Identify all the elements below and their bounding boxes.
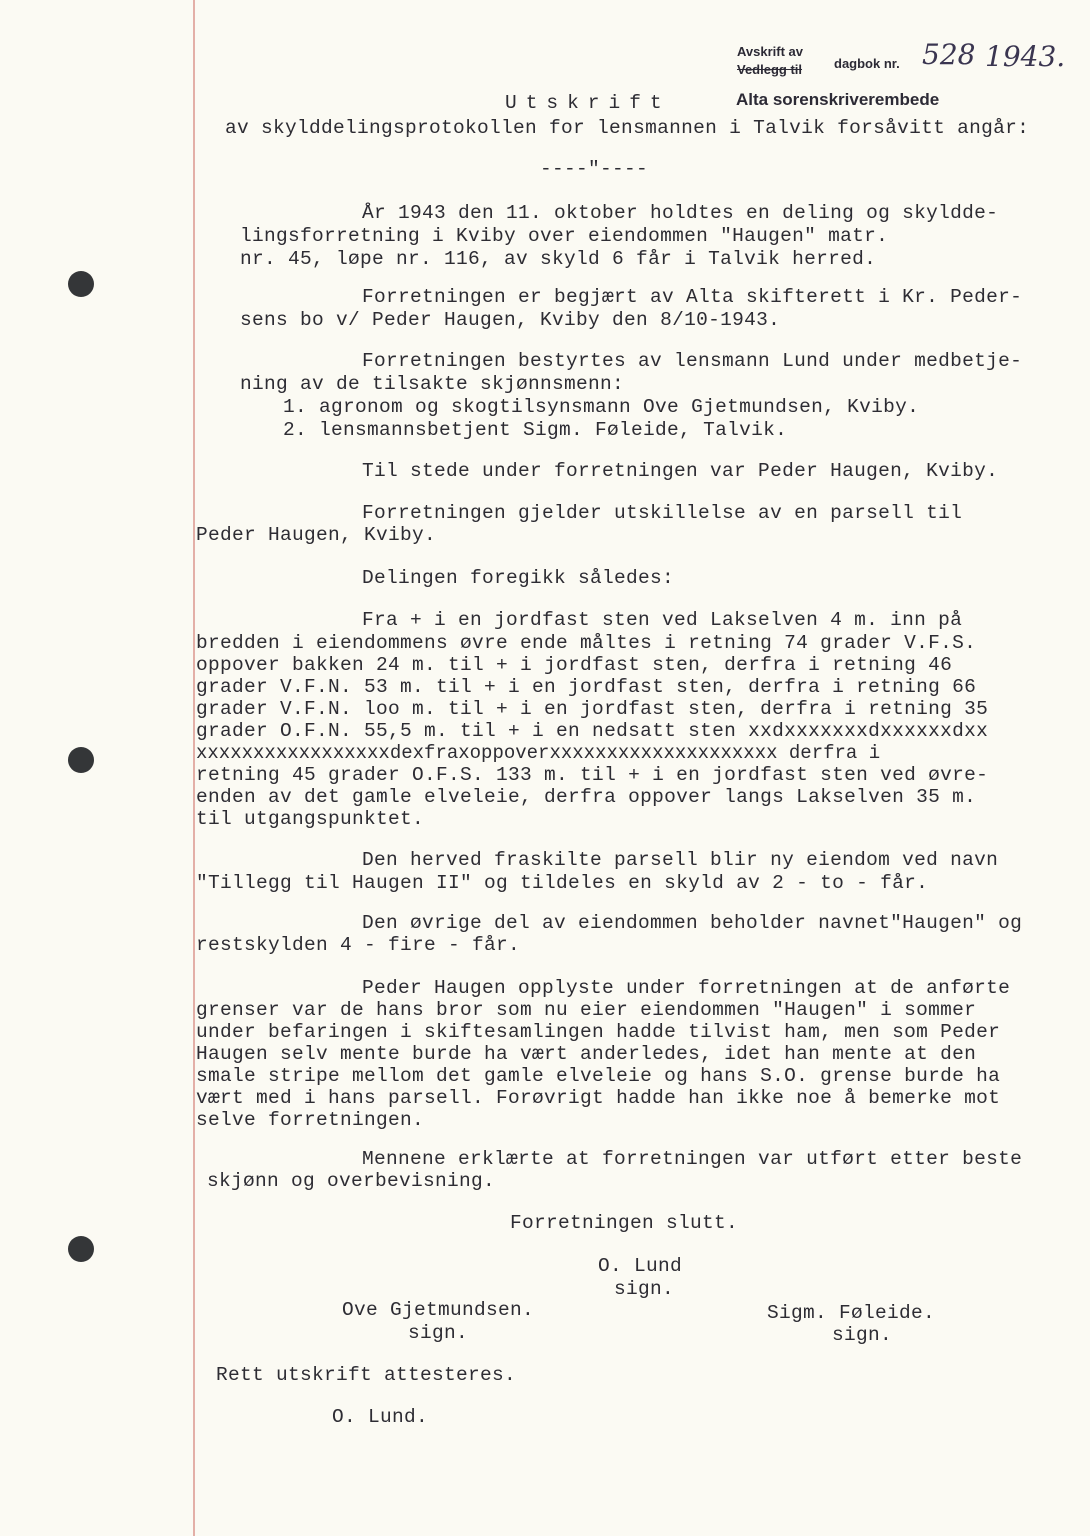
signature-lund-sign: sign. — [614, 1278, 675, 1300]
attestation: Rett utskrift attesteres. — [216, 1364, 517, 1386]
text-line: ning av de tilsakte skjønnsmenn: — [240, 373, 625, 395]
text-line: sens bo v/ Peder Haugen, Kviby den 8/10-1943. — [240, 309, 781, 331]
signature-gjetmundsen-name: Ove Gjetmundsen. — [342, 1299, 535, 1321]
text-line: under befaringen i skiftesamlingen hadde tilvist ham, men som Peder — [196, 1021, 1001, 1043]
punch-hole — [68, 747, 94, 773]
stamp-office: Alta sorenskriverembede — [736, 90, 940, 109]
text-line: 1. agronom og skogtilsynsmann Ove Gjetmundsen, Kviby. — [283, 396, 920, 418]
stamp-avskrift: Avskrift av — [737, 44, 803, 59]
text-line: Forretningen er begjært av Alta skifterett i Kr. Peder- — [362, 286, 1023, 308]
text-line: Til stede under forretningen var Peder Haugen, Kviby. — [362, 460, 999, 482]
text-line: Den herved fraskilte parsell blir ny eiendom ved navn — [362, 849, 999, 871]
text-line: enden av det gamle elveleie, derfra oppover langs Lakselven 35 m. — [196, 786, 977, 808]
text-line: År 1943 den 11. oktober holdtes en deling og skyldde- — [362, 202, 999, 224]
text-line: restskylden 4 - fire - får. — [196, 934, 521, 956]
struck-text-line: xxxxxxxxxxxxxxxxxdexfraxoppoverxxxxxxxxxxxxxxxxxxxx derfra i — [196, 742, 881, 764]
signature-lund-name: O. Lund — [598, 1255, 683, 1277]
stamp-vedlegg: Vedlegg til — [737, 62, 803, 77]
text-line: smale stripe mellom det gamle elveleie og hans S.O. grense burde ha — [196, 1065, 1001, 1087]
punch-hole — [68, 271, 94, 297]
text-line: Mennene erklærte at forretningen var utført etter beste — [362, 1148, 1023, 1170]
text-line: vært med i hans parsell. Forøvrigt hadde han ikke noe å bemerke mot — [196, 1087, 1001, 1109]
text-line: bredden i eiendommens øvre ende måltes i retning 74 grader V.F.S. — [196, 632, 977, 654]
stamp-dagbok: dagbok nr. — [834, 56, 900, 71]
signature-foleide-sign: sign. — [832, 1324, 893, 1346]
text-line: nr. 45, løpe nr. 116, av skyld 6 får i Talvik herred. — [240, 248, 877, 270]
text-line: retning 45 grader O.F.S. 133 m. til + i en jordfast sten ved øvre- — [196, 764, 989, 786]
text-line: Den øvrige del av eiendommen beholder navnet"Haugen" og — [362, 912, 1023, 934]
signature-gjetmundsen-sign: sign. — [408, 1322, 469, 1344]
text-line: grader V.F.N. 53 m. til + i en jordfast sten, derfra i retning 66 — [196, 676, 977, 698]
text-line: skjønn og overbevisning. — [207, 1170, 496, 1192]
document-subtitle: av skylddelingsprotokollen for lensmannen i Talvik forsåvitt angår: — [225, 117, 1030, 139]
text-line: lingsforretning i Kviby over eiendommen "Haugen" matr. — [240, 225, 889, 247]
text-line: til utgangspunktet. — [196, 808, 425, 830]
separator: ----"---- — [540, 158, 649, 180]
punch-hole — [68, 1236, 94, 1262]
text-line: Fra + i en jordfast sten ved Lakselven 4 m. inn på — [362, 609, 963, 631]
text-line: 2. lensmannsbetjent Sigm. Føleide, Talvik. — [283, 419, 788, 441]
text-line: oppover bakken 24 m. til + i jordfast sten, derfra i retning 46 — [196, 654, 953, 676]
text-line: grader O.F.N. 55,5 m. til + i en nedsatt sten xxdxxxxxxxdxxxxxxdxx — [196, 720, 989, 742]
text-line: "Tillegg til Haugen II" og tildeles en skyld av 2 - to - får. — [196, 872, 929, 894]
document-title: Utskrift — [505, 92, 671, 114]
text-line: Haugen selv mente burde ha vært anderledes, idet han mente at den — [196, 1043, 977, 1065]
margin-rule — [193, 0, 195, 1536]
text-line: grader V.F.N. loo m. til + i en jordfast sten, derfra i retning 35 — [196, 698, 989, 720]
text-line: grenser var de hans bror som nu eier eiendommen "Haugen" i sommer — [196, 999, 977, 1021]
text-line: Peder Haugen, Kviby. — [196, 524, 437, 546]
text-line: Forretningen bestyrtes av lensmann Lund under medbetje- — [362, 350, 1023, 372]
stamp-number: 528 — [922, 38, 976, 71]
final-signature: O. Lund. — [332, 1406, 429, 1428]
text-line: selve forretningen. — [196, 1109, 425, 1131]
signature-foleide-name: Sigm. Føleide. — [767, 1302, 936, 1324]
closing-line: Forretningen slutt. — [510, 1212, 739, 1234]
text-line: Delingen foregikk således: — [362, 567, 675, 589]
text-line: Peder Haugen opplyste under forretningen at de anførte — [362, 977, 1011, 999]
text-line: Forretningen gjelder utskillelse av en parsell til — [362, 502, 963, 524]
stamp-year: 1943. — [985, 40, 1066, 73]
